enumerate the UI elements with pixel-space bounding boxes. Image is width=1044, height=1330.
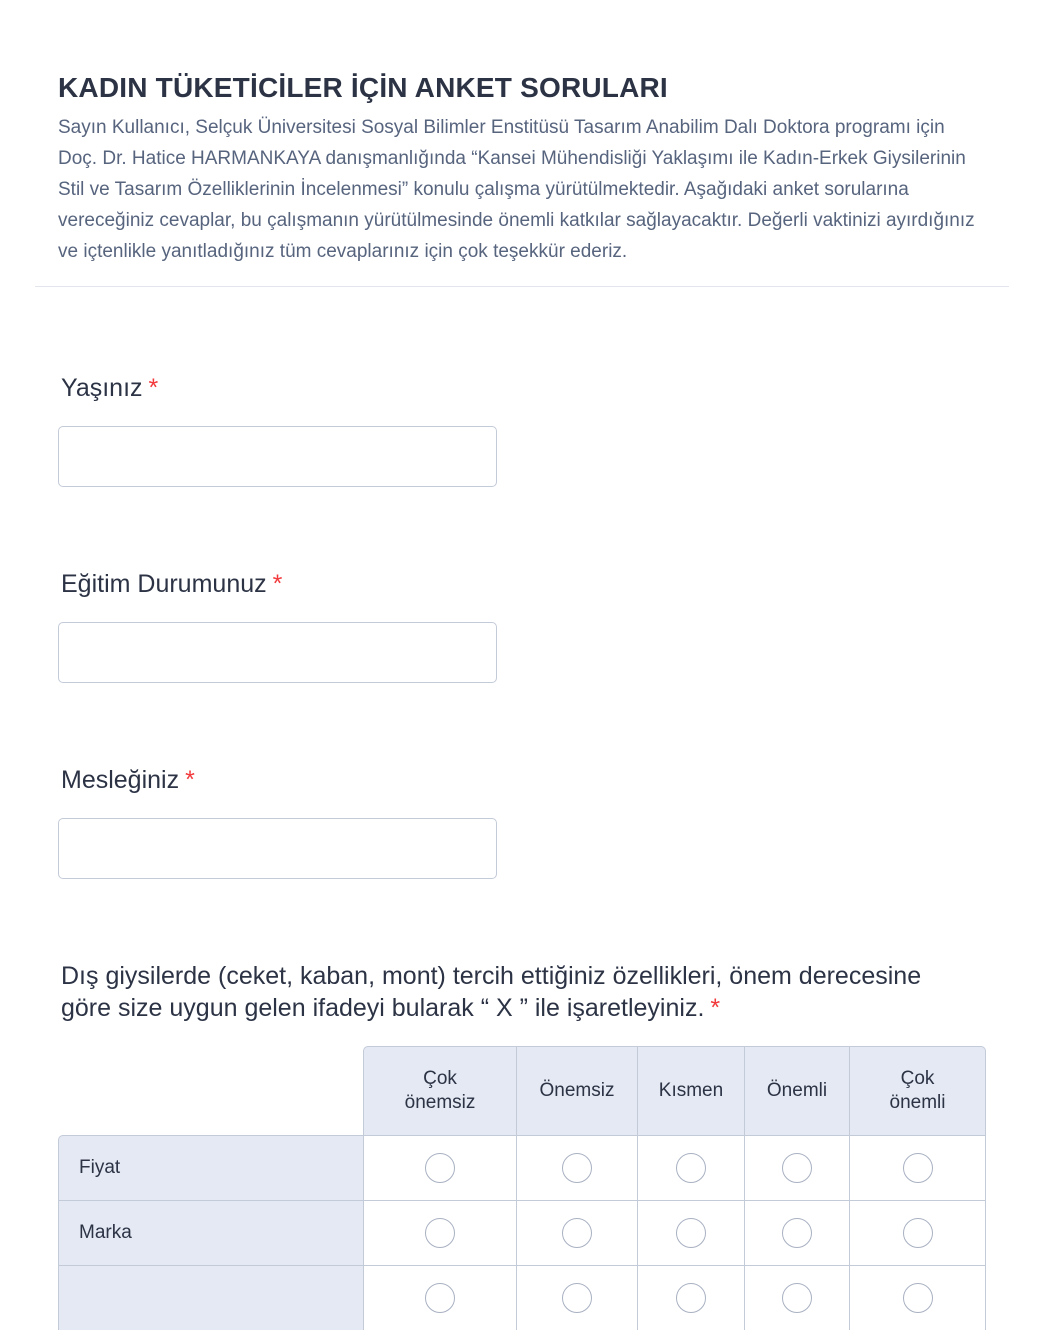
radio-button[interactable]: [903, 1283, 933, 1313]
matrix-cell: [744, 1265, 849, 1330]
age-question-label: [61, 372, 158, 404]
required-asterisk: *: [272, 570, 283, 598]
matrix-question-text: Dış giysilerde (ceket, kaban, mont) tercih ettiğiniz özellikleri, önem derecesine göre size uygun gelen ifadeyi bularak “ X ” ile işaretleyiniz.: [61, 962, 922, 1022]
matrix-cell: [637, 1200, 744, 1265]
radio-button[interactable]: [425, 1283, 455, 1313]
matrix-header-row: [58, 1046, 986, 1135]
form-description: Sayın Kullanıcı, Selçuk Üniversitesi Sosyal Bilimler Enstitüsü Tasarım Anabilim Dalı Doktora programı için Doç. Dr. Hatice HARMANKAYA danışmanlığında “Kansei Mühendisliği Yaklaşımı ile Kadın-Erkek Giysilerinin Stil ve Tasarım Özelliklerinin İncelenmesi” konulu çalışma yürütülmektedir. Aşağıdaki anket sorularına vereceğiniz cevaplar, bu çalışmanın yürütülmesinde önemli katkılar sağlayacaktır. Değerli vaktinizi ayırdığınız ve içtenlikle yanıtladığınız tüm cevaplarınız için çok teşekkür ederiz.: [58, 117, 975, 262]
rating-matrix: [58, 1046, 986, 1330]
radio-button[interactable]: [903, 1218, 933, 1248]
age-input[interactable]: [58, 426, 497, 487]
radio-button[interactable]: [782, 1218, 812, 1248]
matrix-cell: [637, 1265, 744, 1330]
column-header-kismen: Kısmen: [637, 1046, 744, 1135]
matrix-row-marka: [58, 1200, 986, 1265]
profession-input[interactable]: [58, 818, 497, 879]
radio-button[interactable]: [425, 1153, 455, 1183]
matrix-row-partial: [58, 1265, 986, 1330]
matrix-question-label: [61, 960, 961, 1024]
radio-button[interactable]: [903, 1153, 933, 1183]
form-header: [58, 68, 988, 267]
row-label-partial: [58, 1265, 363, 1330]
row-label-marka: Marka: [58, 1200, 363, 1265]
age-label-text: Yaşınız: [61, 374, 143, 402]
column-header-cok-onemsiz: Çok önemsiz: [363, 1046, 516, 1135]
matrix-corner: [58, 1046, 363, 1135]
matrix-cell: [849, 1265, 986, 1330]
education-input[interactable]: [58, 622, 497, 683]
column-header-onemsiz: Önemsiz: [516, 1046, 637, 1135]
radio-button[interactable]: [425, 1218, 455, 1248]
radio-button[interactable]: [562, 1283, 592, 1313]
matrix-cell: [744, 1135, 849, 1200]
matrix-cell: [516, 1265, 637, 1330]
matrix-cell: [363, 1135, 516, 1200]
radio-button[interactable]: [782, 1153, 812, 1183]
radio-button[interactable]: [676, 1153, 706, 1183]
radio-button[interactable]: [562, 1218, 592, 1248]
row-label-fiyat: Fiyat: [58, 1135, 363, 1200]
radio-button[interactable]: [562, 1153, 592, 1183]
matrix-cell: [363, 1200, 516, 1265]
radio-button[interactable]: [676, 1283, 706, 1313]
form-title: KADIN TÜKETİCİLER İÇİN ANKET SORULARI: [58, 72, 668, 103]
matrix-cell: [363, 1265, 516, 1330]
radio-button[interactable]: [676, 1218, 706, 1248]
header-divider: [35, 286, 1009, 287]
matrix-cell: [849, 1200, 986, 1265]
education-label-text: Eğitim Durumunuz: [61, 570, 267, 598]
required-asterisk: *: [148, 374, 159, 402]
matrix-cell: [849, 1135, 986, 1200]
rating-matrix-table: [58, 1046, 986, 1330]
required-asterisk: *: [185, 766, 195, 794]
column-header-onemli: Önemli: [744, 1046, 849, 1135]
matrix-cell: [516, 1200, 637, 1265]
column-header-cok-onemli: Çok önemli: [849, 1046, 986, 1135]
radio-button[interactable]: [782, 1283, 812, 1313]
profession-label-text: Mesleğiniz: [61, 766, 180, 794]
required-asterisk: *: [710, 994, 721, 1022]
matrix-row-fiyat: [58, 1135, 986, 1200]
matrix-cell: [637, 1135, 744, 1200]
matrix-cell: [516, 1135, 637, 1200]
profession-question-label: [61, 764, 195, 796]
education-question-label: [61, 568, 282, 600]
matrix-cell: [744, 1200, 849, 1265]
